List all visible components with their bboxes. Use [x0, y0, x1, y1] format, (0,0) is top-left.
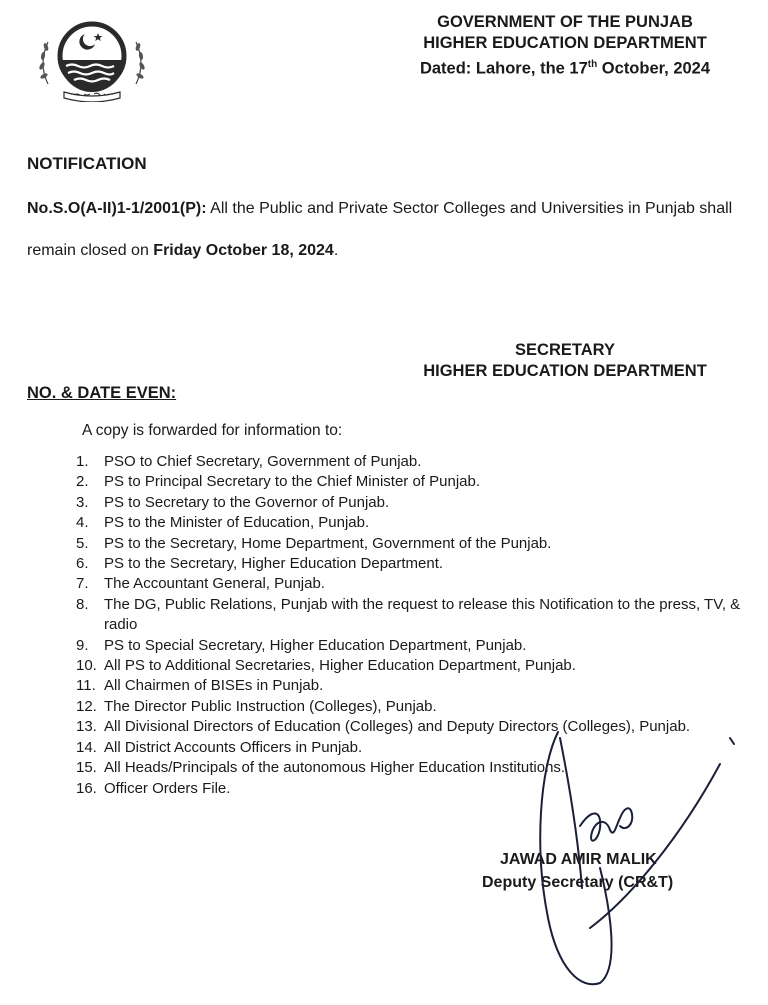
list-item [76, 452, 756, 472]
list-item-number: 15. [76, 759, 97, 777]
no-date-even: NO. & DATE EVEN: [27, 384, 177, 402]
list-item-text: The Accountant General, Punjab. [104, 575, 325, 593]
list-item [76, 574, 756, 594]
list-item-text: All District Accounts Officers in Punjab. [104, 738, 363, 756]
signatory-designation: Deputy Secretary (CR&T) [482, 874, 674, 891]
list-item [76, 697, 756, 717]
list-item-number: 6. [76, 555, 89, 573]
list-item-number: 10. [76, 657, 97, 675]
header-government: GOVERNMENT OF THE PUNJAB [437, 13, 693, 31]
list-item-number: 14. [76, 738, 97, 756]
dated-suffix: October, 2024 [597, 59, 711, 78]
list-item-text: PS to Secretary to the Governor of Punjab. [104, 493, 390, 511]
list-item-text: All PS to Additional Secretaries, Higher Education Department, Punjab. [104, 657, 576, 675]
dated-prefix: Dated: Lahore, the 17 [419, 59, 588, 78]
list-item [76, 636, 756, 656]
notification-number: No.S.O(A-II)1-1/2001(P): [27, 200, 207, 217]
header-dated [330, 54, 768, 80]
list-item-number: 16. [76, 779, 97, 797]
list-item-number: 5. [76, 534, 89, 552]
notification-title: NOTIFICATION [27, 154, 147, 173]
list-item [76, 554, 756, 574]
list-item [76, 676, 756, 696]
list-item-text: PS to Special Secretary, Higher Education Department, Punjab. [104, 636, 527, 654]
notification-body [27, 188, 747, 272]
dated-superscript: th [587, 59, 598, 70]
list-item-text: The DG, Public Relations, Punjab with the request to release this Notification to the press, TV, & radio [104, 595, 741, 634]
copy-intro: A copy is forwarded for information to: [82, 422, 343, 439]
list-item-number: 13. [76, 718, 97, 736]
document-header [330, 12, 768, 80]
punjab-government-emblem-icon [30, 14, 154, 102]
signatory-name: JAWAD AMIR MALIK [500, 851, 657, 868]
list-item-number: 1. [76, 453, 89, 470]
list-item-number: 12. [76, 697, 97, 715]
list-item-text: PS to the Minister of Education, Punjab. [104, 514, 370, 532]
notification-date: Friday October 18, 2024 [153, 242, 334, 259]
list-item [76, 656, 756, 676]
list-item-text: PS to the Secretary, Home Department, Government of the Punjab. [104, 534, 552, 552]
list-item-text: PS to the Secretary, Higher Education Department. [104, 555, 444, 573]
list-item [76, 472, 756, 492]
secretary-title: SECRETARY [515, 341, 615, 359]
list-item-text: The Director Public Instruction (Colleges), Punjab. [104, 697, 437, 715]
list-item [76, 493, 756, 513]
notification-text-part1: All the Public and Private Sector Colleges and Universities in Punjab shall remain closed on [27, 200, 733, 259]
list-item-number: 9. [76, 636, 89, 654]
secretary-block [380, 340, 750, 382]
list-item-number: 7. [76, 575, 89, 593]
list-item-number: 8. [76, 595, 89, 613]
list-item-number: 11. [76, 677, 96, 695]
list-item [76, 534, 756, 554]
list-item [76, 595, 756, 636]
header-department: HIGHER EDUCATION DEPARTMENT [423, 34, 707, 52]
list-item [76, 513, 756, 533]
list-item-text: PSO to Chief Secretary, Government of Punjab. [104, 453, 422, 470]
list-item-text: Officer Orders File. [104, 779, 231, 797]
handwritten-signature-icon [520, 728, 760, 998]
list-item-text: All Heads/Principals of the autonomous Higher Education Institutions. [104, 759, 566, 777]
list-item-text: All Chairmen of BISEs in Punjab. [104, 677, 324, 695]
list-item-number: 4. [76, 514, 89, 532]
list-item-number: 3. [76, 493, 89, 511]
secretary-department: HIGHER EDUCATION DEPARTMENT [423, 362, 707, 380]
list-item-number: 2. [76, 473, 89, 491]
list-item-text: PS to Principal Secretary to the Chief Minister of Punjab. [104, 473, 481, 491]
list-item-text: All Divisional Directors of Education (Colleges) and Deputy Directors (Colleges), Punjab. [104, 718, 691, 736]
notification-text-part2: . [333, 242, 339, 259]
